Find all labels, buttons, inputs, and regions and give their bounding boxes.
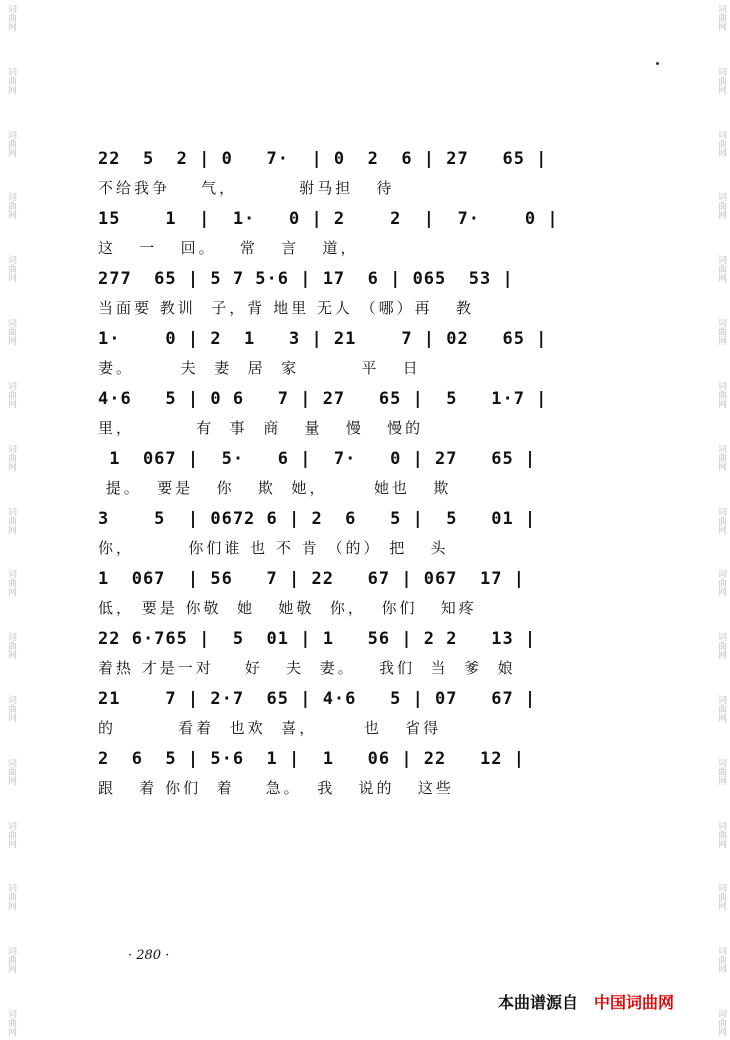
watermark-text: 词曲网 xyxy=(6,318,16,346)
score-system xyxy=(98,622,618,682)
notation-line: 1· 0 | 2 1 3 | 21 7 | 02 65 | xyxy=(98,329,548,349)
watermark-text: 词曲网 xyxy=(6,632,16,660)
watermark-text: 词曲网 xyxy=(716,946,726,974)
watermark-text: 词曲网 xyxy=(716,66,726,94)
watermark-text: 词曲网 xyxy=(716,820,726,848)
watermark-text: 词曲网 xyxy=(6,192,16,220)
notation-line: 15 1 | 1· 0 | 2 2 | 7· 0 | xyxy=(98,209,559,229)
watermark-text: 词曲网 xyxy=(6,255,16,283)
score-system xyxy=(98,442,618,502)
score-system xyxy=(98,382,618,442)
watermark-text: 词曲网 xyxy=(6,946,16,974)
lyric-line: 的 看着 也欢 喜， 也 省得 xyxy=(98,719,442,737)
watermark-text: 词曲网 xyxy=(716,757,726,785)
watermark-text: 词曲网 xyxy=(6,883,16,911)
lyric-line: 低， 要是 你敬 她 她敬 你， 你们 知疼 xyxy=(98,599,477,617)
source-credit xyxy=(498,990,674,1013)
lyric-line: 你， 你们谁 也 不 肯 （的） 把 头 xyxy=(98,539,449,557)
lyric-line: 这 一 回。 常 言 道， xyxy=(98,239,359,257)
notation-line: 1 067 | 56 7 | 22 67 | 067 17 | xyxy=(98,569,525,589)
watermark-text: 词曲网 xyxy=(716,129,726,157)
watermark-text: 词曲网 xyxy=(716,506,726,534)
score-system xyxy=(98,562,618,622)
watermark-text: 词曲网 xyxy=(716,192,726,220)
watermark-text: 词曲网 xyxy=(716,318,726,346)
watermark-column-right xyxy=(712,0,726,1040)
notation-line: 1 067 | 5· 6 | 7· 0 | 27 65 | xyxy=(98,449,537,469)
watermark-text: 词曲网 xyxy=(6,820,16,848)
watermark-text: 词曲网 xyxy=(716,632,726,660)
notation-line: 277 65 | 5 7 5·6 | 17 6 | 065 53 | xyxy=(98,269,514,289)
watermark-text: 词曲网 xyxy=(6,1009,16,1036)
lyric-line: 里， 有 事 商 量 慢 慢的 xyxy=(98,419,424,437)
watermark-text: 词曲网 xyxy=(716,255,726,283)
page-number: · 280 · xyxy=(128,948,170,963)
watermark-text: 词曲网 xyxy=(716,380,726,408)
notation-line: 2 6 5 | 5·6 1 | 1 06 | 22 12 | xyxy=(98,749,525,769)
watermark-text: 词曲网 xyxy=(6,569,16,597)
score-system xyxy=(98,742,618,802)
notation-line: 3 5 | 0672 6 | 2 6 5 | 5 01 | xyxy=(98,509,537,529)
notation-line: 4·6 5 | 0 6 7 | 27 65 | 5 1·7 | xyxy=(98,389,548,409)
watermark-text: 词曲网 xyxy=(6,66,16,94)
score-system xyxy=(98,142,618,202)
score-system xyxy=(98,202,618,262)
watermark-text: 词曲网 xyxy=(716,694,726,722)
watermark-text: 词曲网 xyxy=(6,380,16,408)
source-label: 本曲谱源自 xyxy=(498,993,579,1012)
lyric-line: 提。 要是 你 欺 她， 她也 欺 xyxy=(98,479,452,497)
watermark-text: 词曲网 xyxy=(716,883,726,911)
watermark-text: 词曲网 xyxy=(6,757,16,785)
watermark-text: 词曲网 xyxy=(716,569,726,597)
watermark-text: 词曲网 xyxy=(6,694,16,722)
lyric-line: 着热 才是一对 好 夫 妻。 我们 当 爹 娘 xyxy=(98,659,516,677)
watermark-column-left xyxy=(2,0,16,1040)
watermark-text: 词曲网 xyxy=(6,4,16,31)
stray-dot xyxy=(656,62,659,65)
watermark-text: 词曲网 xyxy=(6,443,16,471)
watermark-text: 词曲网 xyxy=(716,4,726,31)
score-system xyxy=(98,682,618,742)
score-system xyxy=(98,262,618,322)
lyric-line: 妻。 夫 妻 居 家 平 日 xyxy=(98,359,421,377)
watermark-text: 词曲网 xyxy=(716,1009,726,1036)
watermark-text: 词曲网 xyxy=(6,129,16,157)
lyric-line: 跟 着 你们 着 急。 我 说的 这些 xyxy=(98,779,454,797)
score-system xyxy=(98,322,618,382)
source-site: 中国词曲网 xyxy=(594,993,675,1012)
numbered-musical-score xyxy=(98,142,618,802)
watermark-text: 词曲网 xyxy=(6,506,16,534)
lyric-line: 当面要 教训 子，背 地里 无人 （哪）再 教 xyxy=(98,299,474,317)
notation-line: 21 7 | 2·7 65 | 4·6 5 | 07 67 | xyxy=(98,689,537,709)
notation-line: 22 6·765 | 5 01 | 1 56 | 2 2 13 | xyxy=(98,629,537,649)
score-system xyxy=(98,502,618,562)
lyric-line: 不给我争 气， 驸马担 待 xyxy=(98,179,395,197)
notation-line: 22 5 2 | 0 7· | 0 2 6 | 27 65 | xyxy=(98,149,548,169)
watermark-text: 词曲网 xyxy=(716,443,726,471)
